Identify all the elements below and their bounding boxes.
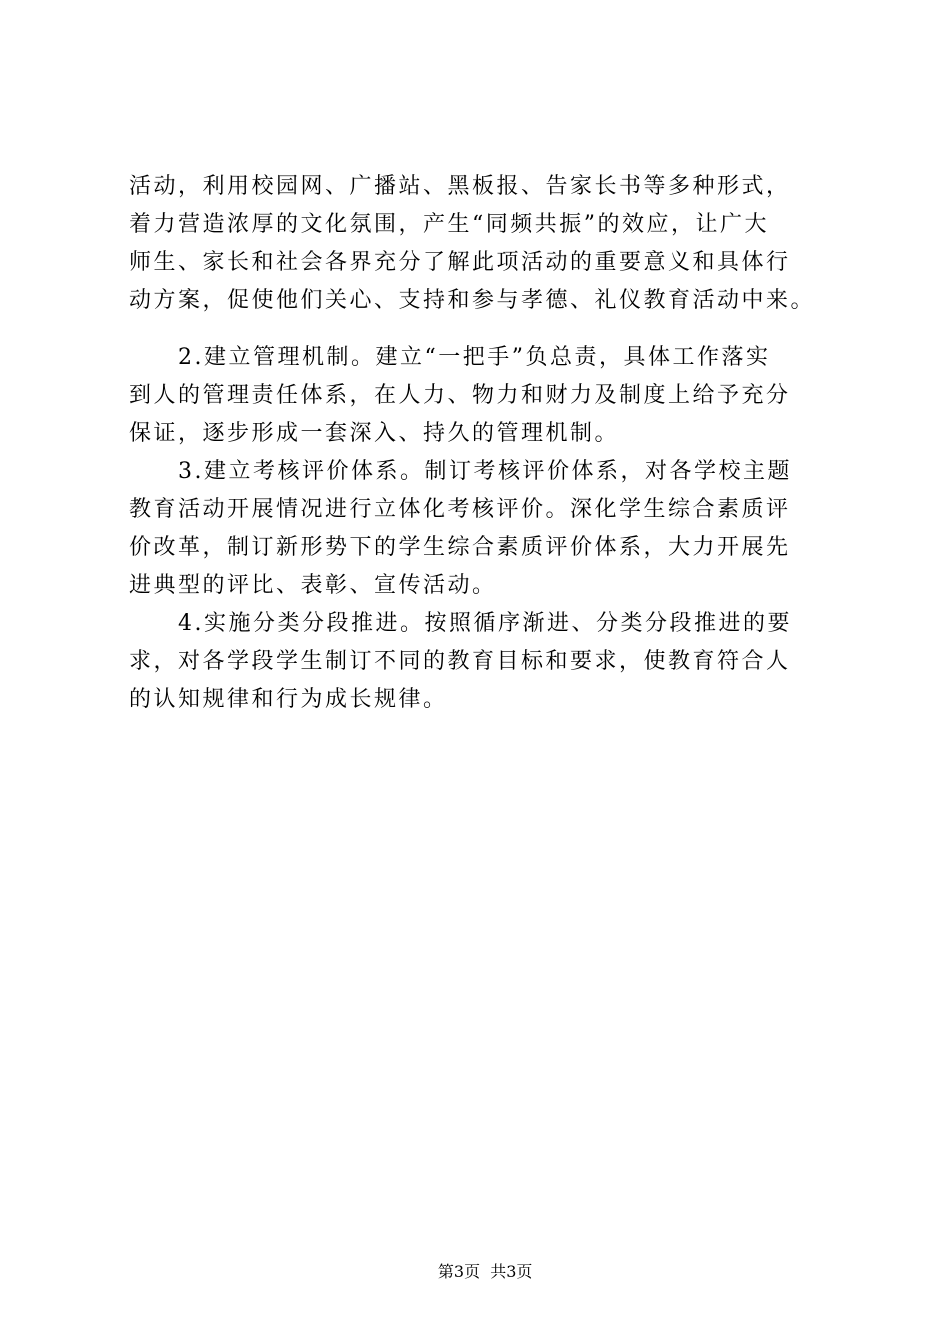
item-2-management-mechanism <box>129 339 829 453</box>
text-line: 2.建立管理机制。建立“一把手”负总责，具体工作落实 <box>129 345 771 370</box>
paragraph-gap <box>129 320 829 339</box>
page-indicator: 第3页 共3页 <box>437 1262 533 1281</box>
item-3-evaluation-system <box>129 453 829 605</box>
text-line: 保证，逐步形成一套深入、持久的管理机制。 <box>129 421 620 446</box>
text-line: 的认知规律和行为成长规律。 <box>129 687 448 712</box>
paragraph-continued <box>129 168 829 320</box>
text-line: 教育活动开展情况进行立体化考核评价。深化学生综合素质评 <box>129 497 791 522</box>
text-line: 进典型的评比、表彰、宣传活动。 <box>129 573 497 598</box>
text-line: 求，对各学段学生制订不同的教育目标和要求，使教育符合人 <box>129 649 791 674</box>
document-body <box>129 168 829 719</box>
text-line: 动方案，促使他们关心、支持和参与孝德、礼仪教育活动中来。 <box>129 288 816 313</box>
text-line: 4.实施分类分段推进。按照循序渐进、分类分段推进的要 <box>129 611 792 636</box>
item-4-staged-advancement <box>129 605 829 719</box>
text-line: 活动，利用校园网、广播站、黑板报、告家长书等多种形式， <box>129 174 791 199</box>
text-line: 到人的管理责任体系，在人力、物力和财力及制度上给予充分 <box>129 383 791 408</box>
page-footer <box>0 1242 950 1302</box>
text-line: 师生、家长和社会各界充分了解此项活动的重要意义和具体行 <box>129 250 791 275</box>
text-line: 着力营造浓厚的文化氛围，产生“同频共振”的效应，让广大 <box>129 212 769 237</box>
text-line: 3.建立考核评价体系。制订考核评价体系，对各学校主题 <box>129 459 792 484</box>
text-line: 价改革，制订新形势下的学生综合素质评价体系，大力开展先 <box>129 535 791 560</box>
